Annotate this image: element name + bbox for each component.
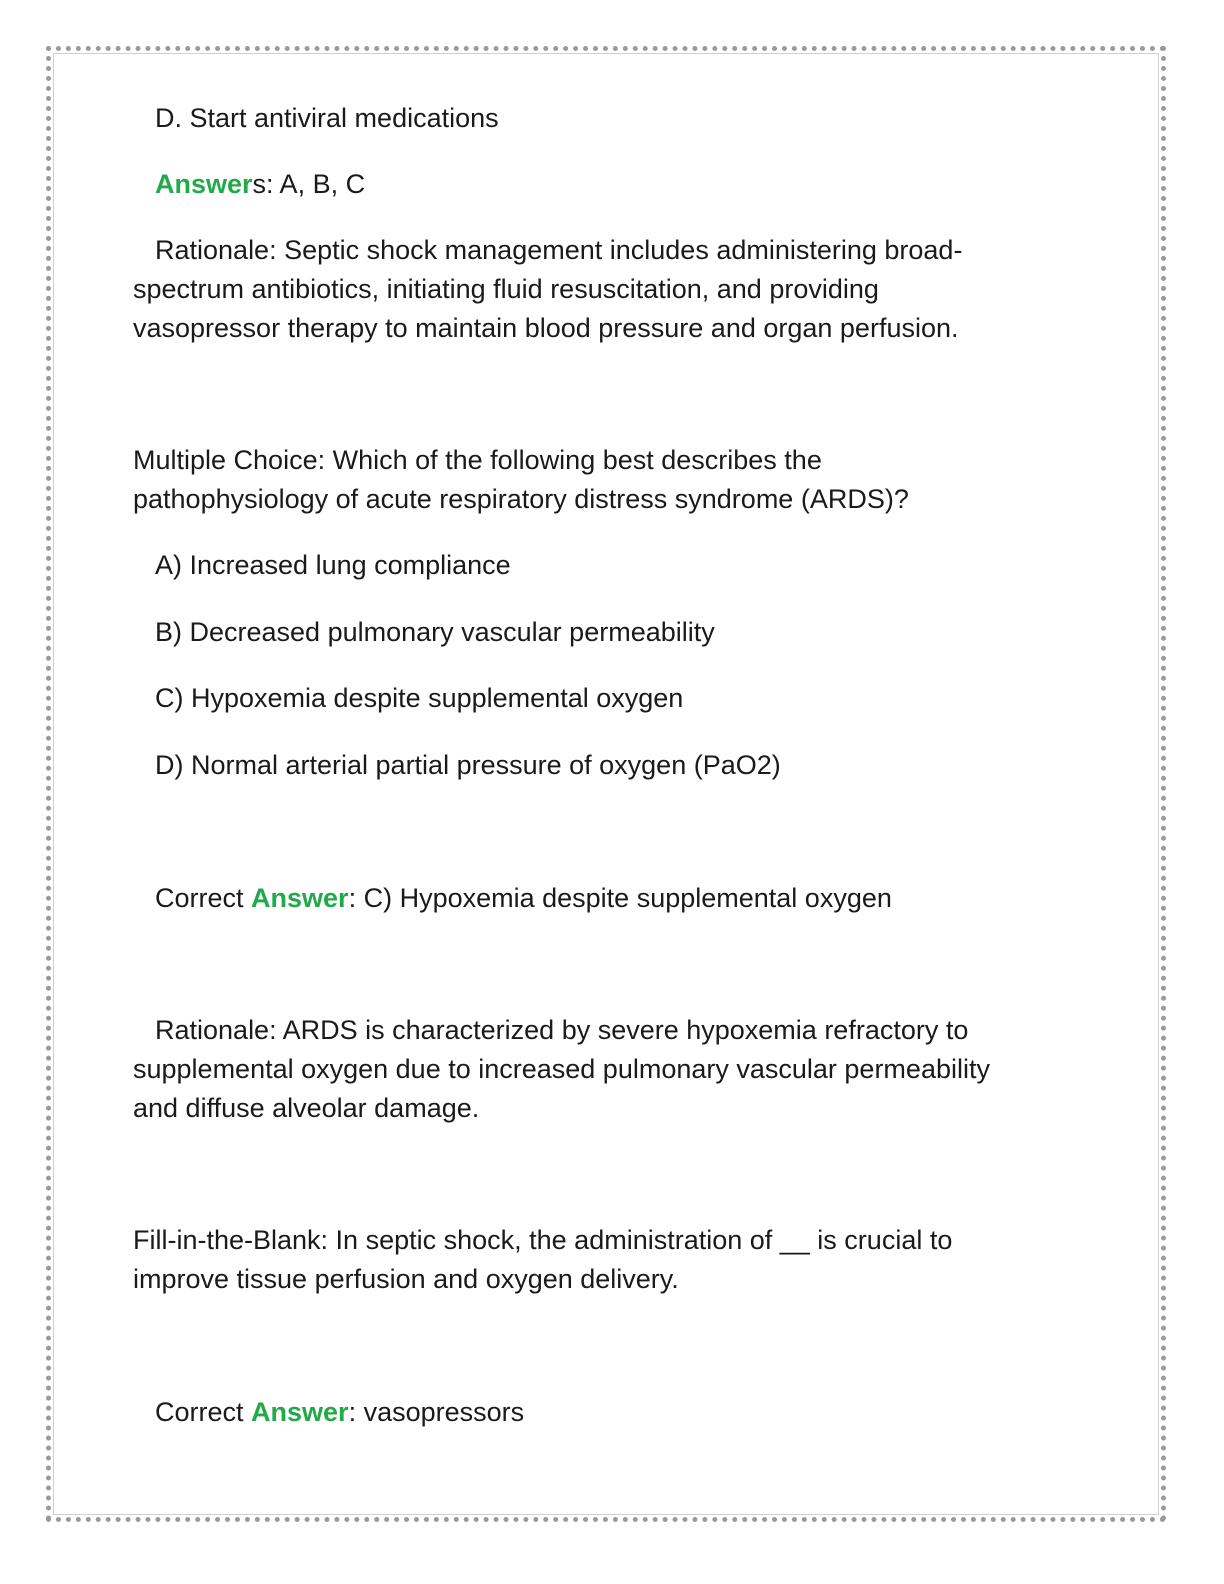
question3-stem-line-1: Fill-in-the-Blank: In septic shock, the administration of __ is crucial to [133,1225,953,1255]
question2-rationale-line-2: supplemental oxygen due to increased pulmonary vascular permeability [133,1054,990,1084]
question3-stem-line-2: improve tissue perfusion and oxygen delivery. [133,1264,679,1294]
correct-answer-label: Answer [251,1397,349,1427]
option-d-line: D. Start antiviral medications [155,103,499,133]
answers-label: Answer [155,169,253,199]
question2-option-c: C) Hypoxemia despite supplemental oxygen [155,683,684,713]
rationale-line-1: Rationale: Septic shock management includes administering broad- [155,235,963,265]
rationale-line-2: spectrum antibiotics, initiating fluid resuscitation, and providing [133,274,879,304]
question2-correct-answer [155,879,892,918]
question2-option-d: D) Normal arterial partial pressure of oxygen (PaO2) [155,750,781,780]
question3-correct-answer [155,1393,524,1432]
correct-prefix: Correct [155,1397,252,1427]
question2-stem-line-2: pathophysiology of acute respiratory distress syndrome (ARDS)? [133,484,909,514]
question2-rationale-line-1: Rationale: ARDS is characterized by severe hypoxemia refractory to [155,1015,969,1045]
correct-answer-label: Answer [251,883,349,913]
answers-label-suffix: s [252,169,267,199]
question2-stem-line-1: Multiple Choice: Which of the following best describes the [133,445,822,475]
answers-line [155,165,365,204]
correct-prefix: Correct [155,883,252,913]
question2-option-b: B) Decreased pulmonary vascular permeability [155,617,715,647]
correct-answer-value: : vasopressors [348,1397,525,1427]
correct-answer-value: : C) Hypoxemia despite supplemental oxygen [348,883,892,913]
rationale-line-3: vasopressor therapy to maintain blood pressure and organ perfusion. [133,313,959,343]
question2-option-a: A) Increased lung compliance [155,550,511,580]
answers-value: : A, B, C [266,169,366,199]
question2-rationale-line-3: and diffuse alveolar damage. [133,1093,480,1123]
